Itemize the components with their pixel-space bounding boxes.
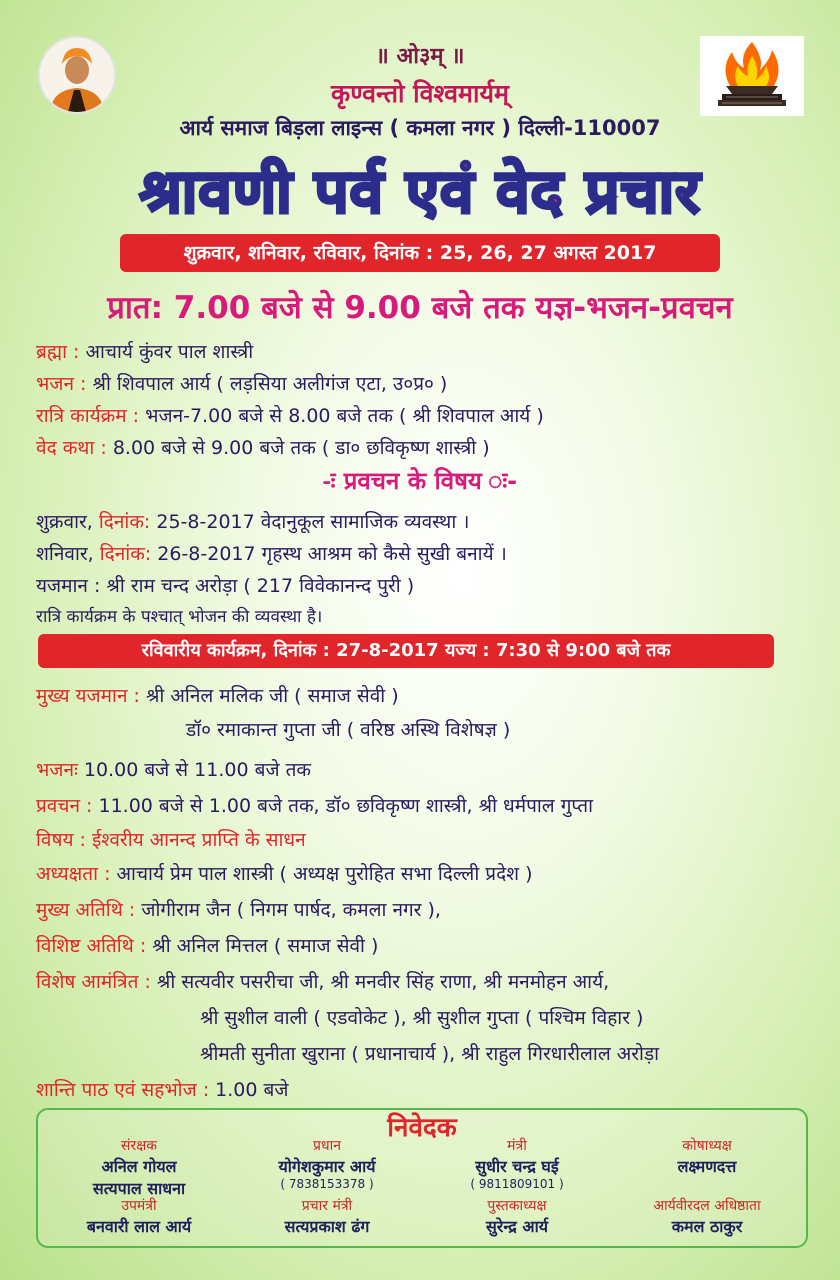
member-patron	[44, 1136, 234, 1199]
member-role: प्रचार मंत्री	[301, 1198, 353, 1214]
member-role: पुस्तकाध्यक्ष	[487, 1198, 547, 1214]
ved-katha-value: 8.00 बजे से 9.00 बजे तक ( डा० छविकृष्ण शास्त्री )	[106, 437, 490, 459]
invited-value: श्री सत्यवीर पसरीचा जी, श्री मनवीर सिंह राणा, श्री मनमोहन आर्य,	[150, 971, 610, 993]
special-guest-label: विशिष्ट अतिथि :	[36, 935, 147, 957]
member-role: कोषाध्यक्ष	[682, 1138, 732, 1154]
invited-second: श्री सुशील वाली ( एडवोकेट ), श्री सुशील गुप्ता ( पश्चिम विहार )	[200, 1007, 644, 1029]
member-name: सुरेन्द्र आर्य	[485, 1217, 548, 1236]
night-program-label: रात्रि कार्यक्रम :	[36, 405, 140, 427]
chief-yajman-line	[36, 682, 399, 708]
member-name: बनवारी लाल आर्य	[86, 1217, 192, 1236]
member-name: योगेशकुमार आर्य	[278, 1157, 376, 1176]
member-role: आर्यवीरदल अधिष्ठाता	[653, 1198, 761, 1214]
adhyaksha-line	[36, 860, 533, 886]
member-name: सत्यप्रकाश ढंग	[284, 1217, 370, 1236]
member-name: सुधीर चन्द्र घई	[475, 1157, 559, 1176]
address: आर्य समाज बिड़ला लाइन्स ( कमला नगर ) दिल्ली-110007	[179, 116, 661, 140]
invited-line	[36, 968, 609, 994]
member-president	[232, 1136, 422, 1191]
sunday-bhajan-label: भजनः	[36, 759, 78, 781]
member-secretary	[422, 1136, 612, 1191]
pravachan-value: 11.00 बजे से 1.00 बजे तक, डॉ० छविकृष्ण शास्त्री, श्री धर्मपाल गुप्ता	[92, 795, 594, 817]
member-phone: ( 7838153378 )	[280, 1177, 374, 1191]
special-guest-line	[36, 932, 378, 958]
brahma-line	[36, 338, 253, 364]
shanti-value: 1.00 बजे	[209, 1079, 289, 1101]
member-role: संरक्षक	[121, 1138, 157, 1154]
topic-day: शनिवार,	[36, 543, 100, 565]
ved-katha-label: वेद कथा :	[36, 437, 107, 459]
member-role: उपमंत्री	[121, 1198, 157, 1214]
chief-yajman-value: श्री अनिल मलिक जी ( समाज सेवी )	[139, 685, 399, 707]
om-heading: ॥ ओ३म् ॥	[375, 44, 465, 69]
dinner-note: रात्रि कार्यक्रम के पश्चात् भोजन की व्यवस्था है।	[36, 607, 323, 627]
bhajan-value: श्री शिवपाल आर्य ( लड़सिया अलीगंज एटा, उ०प्र० )	[86, 373, 448, 395]
ved-katha-line	[36, 434, 490, 460]
sunday-banner: रविवारीय कार्यक्रम, दिनांक : 27-8-2017 यज्य : 7:30 से 9:00 बजे तक	[38, 634, 774, 668]
sunday-bhajan-value: 10.00 बजे से 11.00 बजे तक	[77, 759, 312, 781]
member-treasurer	[612, 1136, 802, 1177]
sunday-bhajan-line	[36, 756, 311, 782]
member-role: मंत्री	[507, 1138, 527, 1154]
brahma-value: आचार्य कुंवर पाल शास्त्री	[79, 341, 254, 363]
invited-third: श्रीमती सुनीता खुराना ( प्रधानाचार्य ), श्री राहुल गिरधारीलाल अरोड़ा	[200, 1043, 660, 1065]
member-name: सत्यपाल साधना	[92, 1179, 186, 1198]
member-phone: ( 9811809101 )	[470, 1177, 564, 1191]
pravachan-label: प्रवचन :	[36, 795, 93, 817]
chief-guest-line	[36, 896, 441, 922]
organizers-box	[36, 1108, 808, 1248]
date-banner: शुक्रवार, शनिवार, रविवार, दिनांक : 25, 26, 27 अगस्त 2017	[120, 234, 720, 272]
night-program-value: भजन-7.00 बजे से 8.00 बजे तक ( श्री शिवपाल आर्य )	[139, 405, 544, 427]
special-guest-value: श्री अनिल मित्तल ( समाज सेवी )	[146, 935, 379, 957]
topic-text: 26-8-2017 गृहस्थ आश्रम को कैसे सुखी बनायें ।	[151, 543, 507, 565]
night-program-line	[36, 402, 544, 428]
member-publicity	[232, 1196, 422, 1237]
member-role: प्रधान	[313, 1138, 341, 1154]
chief-yajman-second: डॉ० रमाकान्त गुप्ता जी ( वरिष्ठ अस्थि विशेषज्ञ )	[186, 719, 511, 741]
topic-saturday	[36, 540, 507, 566]
topic-day: शुक्रवार,	[36, 511, 99, 533]
shanti-label: शान्ति पाठ एवं सहभोज :	[36, 1079, 210, 1101]
topic-text: 25-8-2017 वेदानुकूल सामाजिक व्यवस्था ।	[150, 511, 470, 533]
bhajan-line	[36, 370, 447, 396]
topics-heading: -ः प्रवचन के विषय ः-	[322, 467, 518, 495]
member-name: लक्ष्मणदत्त	[677, 1157, 737, 1176]
bhajan-label: भजन :	[36, 373, 87, 395]
member-librarian	[422, 1196, 612, 1237]
member-aryaveer	[612, 1196, 802, 1237]
morning-program: प्रात: 7.00 बजे से 9.00 बजे तक यज्ञ-भजन-प्रवचन	[107, 290, 733, 326]
chief-guest-label: मुख्य अतिथि :	[36, 899, 136, 921]
topic-date-label: दिनांक:	[99, 543, 152, 565]
shanti-line	[36, 1076, 288, 1102]
topic-date-label: दिनांक:	[98, 511, 151, 533]
member-deputy-secretary	[44, 1196, 234, 1237]
brahma-label: ब्रह्मा :	[36, 341, 80, 363]
adhyaksha-value: आचार्य प्रेम पाल शास्त्री ( अध्यक्ष पुरोहित सभा दिल्ली प्रदेश )	[110, 863, 533, 885]
organizers-title: निवेदक	[387, 1113, 457, 1143]
pravachan-line	[36, 792, 593, 818]
yajman-line: यजमान : श्री राम चन्द अरोड़ा ( 217 विवेकानन्द पुरी )	[36, 575, 415, 597]
member-name: कमल ठाकुर	[671, 1217, 743, 1236]
adhyaksha-label: अध्यक्षता :	[36, 863, 111, 885]
invited-label: विशेष आमंत्रित :	[36, 971, 151, 993]
motto: कृण्वन्तो विश्वमार्यम्	[331, 79, 509, 108]
chief-guest-value: जोगीराम जैन ( निगम पार्षद, कमला नगर ),	[135, 899, 441, 921]
chief-yajman-label: मुख्य यजमान :	[36, 685, 140, 707]
member-name: अनिल गोयल	[101, 1157, 177, 1176]
page-title: श्रावणी पर्व एवं वेद प्रचार	[139, 157, 701, 227]
topic-friday	[36, 508, 469, 534]
vishay-line: विषय : ईश्वरीय आनन्द प्राप्ति के साधन	[36, 829, 306, 851]
